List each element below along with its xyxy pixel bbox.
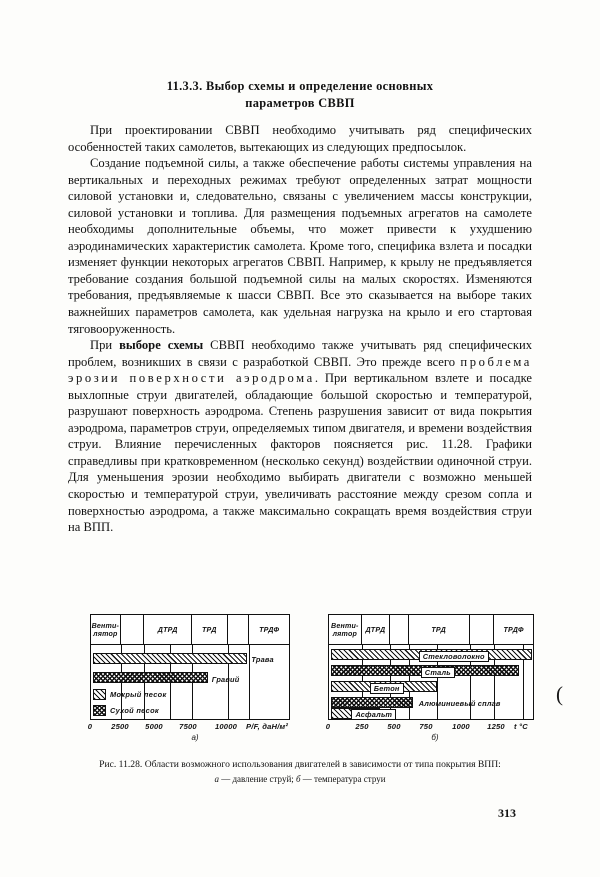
section-heading-line-2: параметров СВВП: [245, 96, 355, 110]
chart-b-x-axis: [316, 722, 542, 744]
chart-a-jet-pressure: [78, 612, 300, 752]
paragraph-3-part-1: При: [90, 338, 120, 353]
chart-b-engine-cell-gap-1: [390, 615, 408, 644]
paragraph-3-part-3: . При вертикальном взлете и посадке выхлопные струи двигателей, обладающие большой скоростью и температурой, разрушают поверхность аэродрома. Степень разрушения зависит от вида покрытия аэродрома, параметров струи, определяемых типом двигателя, и времени воздействия струи. Влияние перечисленных факторов поясняется рис. 11.28. Графики справедливы при кратковременном (несколько секунд) воздействии одиночной струи. Для уменьшения эрозии необходимо выбирать двигатели с возможно меньшей скоростью и температурой струи, увеличивать расстояние между срезом сопла и поверхностью аэродрома, а также максимально сокращать время воздействия струи на ВПП.: [68, 371, 532, 535]
chart-b-engine-cell-fan-line2: лятор: [332, 629, 358, 638]
chart-a-tick-7500: 7500: [179, 722, 197, 731]
paragraph-1: При проектировании СВВП необходимо учитывать ряд специфических особенностей таких самолетов, вытекающих из следующих предпосылок.: [68, 123, 532, 154]
paragraph-3-part-2: СВВП необходимо также учитывать ряд специфических проблем, возникших в связи с разработкой СВВП. Это прежде всего: [68, 338, 533, 369]
chart-b-engine-cell-trd-label: ТРД: [431, 625, 446, 634]
chart-a-legend-dry-sand-swatch-icon: [93, 705, 106, 716]
paragraph-2: Создание подъемной силы, а также обеспечение работы системы управления на вертикальных и переходных режимах требуют определенных затрат мощности силовой установки и, следовательно, связаны с увеличением массы конструкции, силовой установки и топлива. Для размещения подъемных агрегатов на самолете необходимы дополнительные объемы, что может привести к ухудшению аэродинамических характеристик самолета. Кроме того, специфика взлета и посадки изменяет функции некоторых агрегатов СВВП. Например, к крылу не предъявляется требование создания большой подъемной силы на малых скоростях. Изменяются требования, предъявляемые к шасси СВВП. Все это сказывается на выборе таких важнейших параметров самолета, как удельная нагрузка на крыло и его стартовая тяговооруженность.: [68, 156, 532, 336]
chart-a-engine-cell-dtrd-label: ДТРД: [157, 625, 178, 634]
chart-a-x-axis: [78, 722, 300, 744]
chart-a-gridline-6: [249, 645, 250, 719]
chart-a-engine-cell-trd-label: ТРД: [202, 625, 217, 634]
chart-b-engine-cell-trdf-label: ТРДФ: [503, 625, 524, 634]
chart-a-engine-cell-gap-2: [228, 615, 250, 644]
chart-b-bar-asphalt-label: Асфальт: [351, 709, 396, 720]
chart-a-engine-cell-trd: [192, 615, 228, 644]
chart-b-plot-area: [328, 614, 534, 720]
chart-b-jet-temperature: [316, 612, 542, 752]
chart-b-bar-fiberglass-label: Стекловолокно: [419, 651, 489, 662]
chart-b-bar-aluminium-alloy: [331, 697, 413, 708]
chart-a-tick-5000: 5000: [145, 722, 163, 731]
chart-a-engine-cell-trdf: [249, 615, 289, 644]
chart-a-tick-10000: 10000: [214, 722, 238, 731]
chart-a-engine-band-row: [91, 615, 289, 645]
section-heading-line-1: 11.3.3. Выбор схемы и определение основных: [166, 79, 434, 93]
chart-a-legend-wet-sand: [93, 689, 167, 700]
chart-a-bar-grass-label: Трава: [251, 654, 274, 664]
chart-b-panel-label: б): [431, 733, 439, 742]
chart-a-tick-0: 0: [87, 722, 93, 731]
chart-a-engine-cell-gap-1: [121, 615, 145, 644]
chart-b-tick-500: 500: [387, 722, 401, 731]
chart-b-tick-1000: 1000: [452, 722, 470, 731]
chart-b-engine-band-row: [329, 615, 533, 645]
chart-a-engine-cell-trdf-label: ТРДФ: [259, 625, 280, 634]
chart-b-tick-750: 750: [419, 722, 433, 731]
chart-a-bar-gravel-label: Гравий: [211, 675, 240, 684]
section-heading: [86, 78, 514, 112]
chart-b-bar-aluminium-alloy-label: Алюминиевый сплав: [418, 699, 501, 708]
figure-caption-sub-a-text: — давление струй;: [218, 774, 297, 784]
chart-a-bar-gravel: [93, 672, 208, 683]
chart-a-legend-dry-sand-label: Сухой песок: [110, 706, 159, 715]
chart-b-engine-cell-gap-2: [470, 615, 494, 644]
chart-a-bar-grass: [93, 653, 247, 664]
margin-paren-mark: (: [556, 682, 563, 706]
chart-a-axis-unit: P/F, даН/м²: [246, 722, 289, 731]
chart-a-engine-cell-dtrd: [144, 615, 192, 644]
paragraph-3-emphasis-bold: выборе схемы: [119, 338, 204, 353]
chart-b-axis-unit: t °C: [514, 722, 528, 731]
figure-caption-sub-b-text: — температура струи: [300, 774, 386, 784]
paragraph-3-emphasis-spaced: проблема эрозии поверхности аэродрома: [68, 354, 532, 386]
figure-caption-sub-a-letter: а: [214, 774, 219, 784]
chart-a-tick-2500: 2500: [111, 722, 129, 731]
chart-b-engine-cell-trdf: [494, 615, 533, 644]
figure-11-28: [72, 612, 542, 752]
chart-a-panel-label: а): [191, 733, 199, 742]
chart-b-bar-concrete-label: Бетон: [370, 683, 404, 694]
chart-a-plot-area: [90, 614, 290, 720]
chart-b-engine-cell-dtrd-label: ДТРД: [365, 625, 386, 634]
figure-caption: [68, 758, 532, 786]
page-number: 313: [498, 806, 516, 820]
paragraph-3: [68, 337, 532, 536]
figure-caption-main: Рис. 11.28. Области возможного использования двигателей в зависимости от типа покрытия ВПП:: [99, 759, 501, 770]
chart-a-legend-dry-sand: [93, 705, 159, 716]
chart-a-legend-wet-sand-label: Мокрый песок: [110, 690, 167, 699]
chart-b-engine-cell-dtrd: [362, 615, 391, 644]
chart-a-engine-cell-fan-line2: лятор: [93, 629, 118, 638]
chart-b-tick-250: 250: [355, 722, 369, 731]
figure-caption-sub-b-letter: б: [296, 774, 301, 784]
chart-b-engine-cell-fan-line1: Венти-: [331, 621, 359, 630]
figure-caption-sub: [68, 773, 532, 786]
chart-a-legend-wet-sand-swatch-icon: [93, 689, 106, 700]
chart-a-engine-cell-fan-line1: Венти-: [91, 621, 120, 630]
chart-b-engine-cell-fan: [329, 615, 362, 644]
chart-b-tick-0: 0: [325, 722, 331, 731]
chart-b-tick-1250: 1250: [487, 722, 505, 731]
chart-b-engine-cell-trd: [409, 615, 470, 644]
body-text: [68, 122, 532, 536]
chart-a-engine-cell-fan: [91, 615, 121, 644]
chart-b-bar-steel-label: Сталь: [421, 667, 455, 678]
